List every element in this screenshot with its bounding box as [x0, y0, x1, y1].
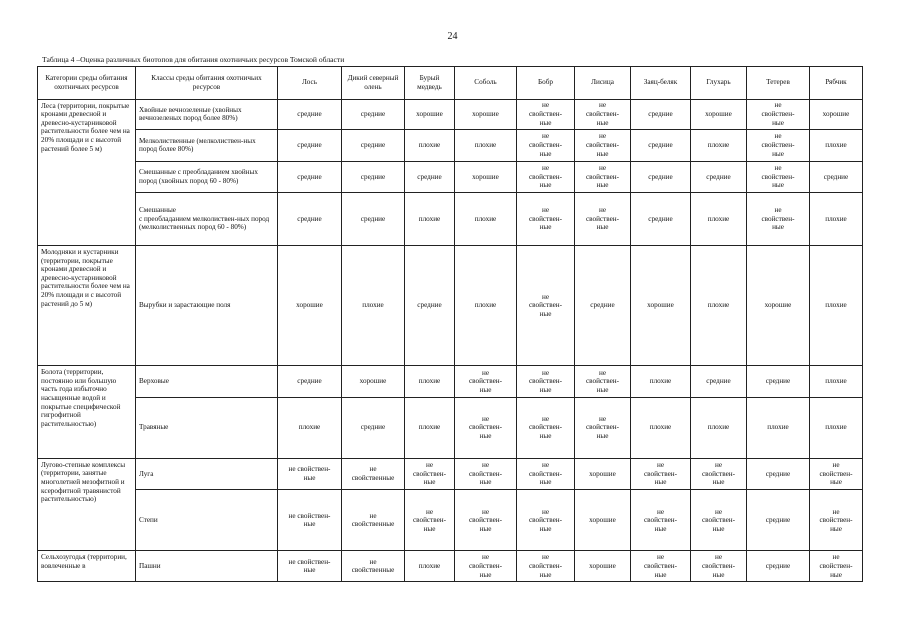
rating-cell: средние [631, 99, 691, 130]
table-row [38, 246, 863, 366]
rating-cell: средние [278, 193, 342, 246]
rating-cell: не свойственные [342, 458, 405, 490]
rating-cell: не свойствен- ные [747, 161, 810, 193]
rating-cell: хорошие [278, 246, 342, 366]
rating-cell: хорошие [631, 246, 691, 366]
rating-cell: не свойствен- ные [631, 458, 691, 490]
rating-cell: средние [631, 161, 691, 193]
header-species: Бурый медведь [405, 67, 455, 100]
rating-cell: не свойствен- ные [810, 551, 863, 582]
rating-cell: средние [747, 551, 810, 582]
rating-cell: не свойствен- ные [278, 490, 342, 551]
class-cell: Хвойные вечнозеленые (хвойных вечнозеленых пород более 80%) [136, 99, 278, 130]
rating-cell: средние [342, 193, 405, 246]
rating-cell: плохие [691, 193, 747, 246]
rating-cell: не свойствен- ные [278, 458, 342, 490]
rating-cell: плохие [455, 130, 517, 162]
rating-cell: не свойствен- ные [575, 366, 631, 398]
rating-cell: плохие [405, 366, 455, 398]
class-cell: Верховые [136, 366, 278, 398]
rating-cell: плохие [405, 193, 455, 246]
rating-cell: не свойствен- ные [691, 490, 747, 551]
table-row [38, 490, 863, 551]
rating-cell: не свойствен- ные [455, 366, 517, 398]
rating-cell: не свойствен- ные [575, 397, 631, 458]
rating-cell: не свойствен- ные [747, 193, 810, 246]
class-cell: Вырубки и зарастающие поля [136, 246, 278, 366]
rating-cell: плохие [810, 193, 863, 246]
header-species: Лисица [575, 67, 631, 100]
rating-cell: средние [631, 130, 691, 162]
rating-cell: не свойствен- ные [575, 99, 631, 130]
rating-cell: не свойствен- ные [810, 458, 863, 490]
rating-cell: не свойствен- ные [278, 551, 342, 582]
table-row [38, 397, 863, 458]
rating-cell: плохие [405, 130, 455, 162]
rating-cell: хорошие [342, 366, 405, 398]
category-cell: Сельхозугодья (территории, вовлеченные в [38, 551, 136, 582]
rating-cell: не свойствен- ные [631, 490, 691, 551]
category-cell: Болота (территории, постоянно или большую часть года избыточно насыщенные водой и покрытые специфической гигрофитной растительностью) [38, 366, 136, 459]
rating-cell: не свойствен- ные [691, 551, 747, 582]
category-cell: Лугово-степные комплексы (территории, занятые многолетней мезофитной и ксерофитной травянистой растительностью) [38, 458, 136, 551]
rating-cell: средние [747, 490, 810, 551]
rating-cell: плохие [747, 397, 810, 458]
table-row [38, 458, 863, 490]
rating-cell: не свойствен- ные [405, 490, 455, 551]
rating-cell: не свойствен- ные [517, 551, 575, 582]
table-row [38, 130, 863, 162]
rating-cell: не свойствен- ные [517, 458, 575, 490]
rating-cell: средние [575, 246, 631, 366]
class-cell: Мелколиственные (мелколиствен-ных пород более 80%) [136, 130, 278, 162]
table-row [38, 366, 863, 398]
rating-cell: не свойствен- ные [517, 99, 575, 130]
rating-cell: не свойствен- ные [747, 130, 810, 162]
rating-cell: плохие [278, 397, 342, 458]
rating-cell: плохие [810, 130, 863, 162]
rating-cell: хорошие [455, 99, 517, 130]
rating-cell: не свойствен- ные [810, 490, 863, 551]
rating-cell: средние [691, 161, 747, 193]
rating-cell: плохие [631, 397, 691, 458]
rating-cell: средние [342, 130, 405, 162]
header-class: Классы среды обитания охотничьих ресурсов [136, 67, 278, 100]
rating-cell: не свойствен- ные [455, 551, 517, 582]
rating-cell: плохие [810, 366, 863, 398]
rating-cell: не свойствен- ные [747, 99, 810, 130]
rating-cell: хорошие [747, 246, 810, 366]
rating-cell: плохие [342, 246, 405, 366]
rating-cell: не свойствен- ные [455, 397, 517, 458]
class-cell: Смешанные с преобладанием хвойных пород (хвойных пород 60 - 80%) [136, 161, 278, 193]
rating-cell: средние [342, 99, 405, 130]
rating-cell: хорошие [405, 99, 455, 130]
class-cell: Травяные [136, 397, 278, 458]
rating-cell: средние [405, 161, 455, 193]
category-cell: Молодняки и кустарники (территории, покрытые кронами древесной и древесно-кустарниковой растительности более чем на 20% площади и с высотой растений до 5 м) [38, 246, 136, 366]
rating-cell: не свойствен- ные [517, 161, 575, 193]
rating-cell: плохие [455, 246, 517, 366]
rating-cell: плохие [691, 397, 747, 458]
rating-cell: не свойствен- ные [455, 490, 517, 551]
rating-cell: не свойствен- ные [575, 130, 631, 162]
rating-cell: не свойствен- ные [517, 490, 575, 551]
rating-cell: не свойствен- ные [575, 161, 631, 193]
rating-cell: средние [405, 246, 455, 366]
rating-cell: плохие [810, 397, 863, 458]
rating-cell: плохие [691, 130, 747, 162]
rating-cell: средние [278, 99, 342, 130]
rating-cell: не свойствен- ные [517, 397, 575, 458]
header-category: Категории среды обитания охотничьих ресурсов [38, 67, 136, 100]
rating-cell: средние [342, 161, 405, 193]
rating-cell: плохие [810, 246, 863, 366]
rating-cell: хорошие [691, 99, 747, 130]
rating-cell: хорошие [455, 161, 517, 193]
rating-cell: не свойствен- ные [455, 458, 517, 490]
header-species: Заяц-беляк [631, 67, 691, 100]
rating-cell: средние [342, 397, 405, 458]
rating-cell: средние [631, 193, 691, 246]
rating-cell: плохие [691, 246, 747, 366]
rating-cell: не свойствен- ные [517, 193, 575, 246]
rating-cell: средние [278, 130, 342, 162]
class-cell: Луга [136, 458, 278, 490]
rating-cell: не свойствен- ные [517, 246, 575, 366]
table-caption: Таблица 4 –Оценка различных биотопов для обитания охотничьих ресурсов Томской области [42, 55, 345, 64]
table-row [38, 193, 863, 246]
rating-cell: не свойствен- ные [517, 130, 575, 162]
rating-cell: плохие [455, 193, 517, 246]
rating-cell: не свойствен- ные [405, 458, 455, 490]
rating-cell: средние [747, 458, 810, 490]
rating-cell: не свойствен- ные [691, 458, 747, 490]
biotope-table [37, 66, 863, 582]
rating-cell: хорошие [575, 551, 631, 582]
page-number: 24 [447, 31, 458, 42]
header-species: Тетерев [747, 67, 810, 100]
class-cell: Пашни [136, 551, 278, 582]
header-species: Дикий северный олень [342, 67, 405, 100]
rating-cell: средние [810, 161, 863, 193]
rating-cell: средние [691, 366, 747, 398]
rating-cell: средние [278, 161, 342, 193]
rating-cell: не свойствен- ные [631, 551, 691, 582]
table-row [38, 551, 863, 582]
header-species: Бобр [517, 67, 575, 100]
rating-cell: плохие [405, 551, 455, 582]
rating-cell: средние [278, 366, 342, 398]
category-cell: Леса (территории, покрытые кронами древесной и древесно-кустарниковой растительности более чем на 20% площади и с высотой растений более 5 м) [38, 99, 136, 246]
table-row [38, 161, 863, 193]
class-cell: Смешанные с преобладанием мелколиствен-ных пород (мелколиственных пород 60 - 80%) [136, 193, 278, 246]
header-row [38, 67, 863, 100]
rating-cell: хорошие [575, 490, 631, 551]
header-species: Соболь [455, 67, 517, 100]
rating-cell: не свойственные [342, 551, 405, 582]
rating-cell: не свойствен- ные [575, 193, 631, 246]
header-species: Глухарь [691, 67, 747, 100]
rating-cell: хорошие [810, 99, 863, 130]
class-cell: Степи [136, 490, 278, 551]
rating-cell: плохие [405, 397, 455, 458]
rating-cell: не свойственные [342, 490, 405, 551]
header-species: Рябчик [810, 67, 863, 100]
rating-cell: плохие [631, 366, 691, 398]
rating-cell: не свойствен- ные [517, 366, 575, 398]
header-species: Лось [278, 67, 342, 100]
table-row [38, 99, 863, 130]
rating-cell: средние [747, 366, 810, 398]
rating-cell: хорошие [575, 458, 631, 490]
